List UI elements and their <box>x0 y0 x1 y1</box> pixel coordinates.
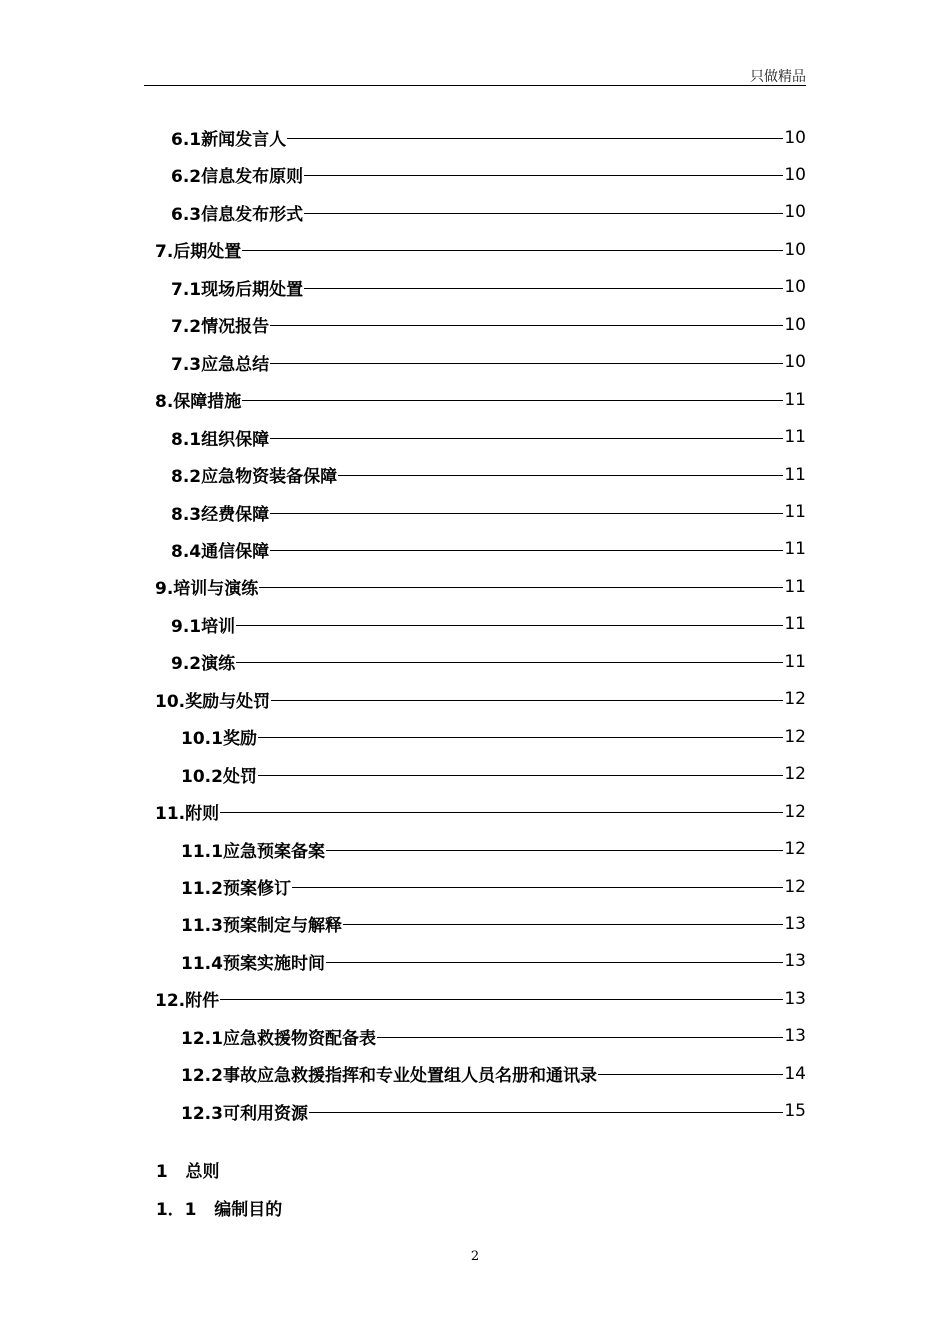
toc-entry-page: 11 <box>784 651 806 672</box>
toc-entry[interactable] <box>155 381 806 418</box>
toc-entry-label: 6.1新闻发言人 <box>171 130 287 150</box>
toc-entry-label: 8.3经费保障 <box>171 504 270 525</box>
toc-leader-line <box>242 250 783 251</box>
toc-leader-line <box>236 625 783 626</box>
toc-entry-label: 11.4预案实施时间 <box>181 953 325 974</box>
toc-entry-page: 11 <box>784 389 806 410</box>
toc-entry-page: 10 <box>784 314 806 335</box>
subsection-number: 1．1 <box>155 1200 197 1220</box>
toc-entry-label: 7.3应急总结 <box>171 354 270 375</box>
header-text: 只做精品 <box>750 69 806 85</box>
toc-entry-page: 12 <box>784 839 806 860</box>
toc-leader-line <box>236 662 783 663</box>
toc-entry-page: 10 <box>784 239 806 260</box>
toc-leader-line <box>258 737 783 738</box>
toc-entry[interactable] <box>181 868 806 905</box>
toc-entry-label: 6.3信息发布形式 <box>171 204 304 225</box>
toc-entry-page: 10 <box>784 127 806 148</box>
toc-entry[interactable] <box>181 718 806 755</box>
toc-entry[interactable] <box>181 831 806 868</box>
toc-leader-line <box>309 1112 783 1113</box>
toc-entry-page: 11 <box>784 576 806 597</box>
toc-leader-line <box>220 999 783 1000</box>
toc-entry-page: 13 <box>784 1026 806 1047</box>
toc-entry[interactable] <box>171 494 806 531</box>
toc-entry-page: 12 <box>784 726 806 747</box>
section-title: 总则 <box>185 1162 220 1182</box>
toc-entry-page: 13 <box>784 951 806 972</box>
toc-entry[interactable] <box>155 793 806 830</box>
toc-entry[interactable] <box>155 568 806 605</box>
toc-entry-page: 10 <box>784 202 806 223</box>
toc-entry[interactable] <box>155 980 806 1017</box>
toc-leader-line <box>270 325 783 326</box>
toc-entry[interactable] <box>171 344 806 381</box>
toc-entry-label: 8.4通信保障 <box>171 541 270 562</box>
toc-leader-line <box>326 850 783 851</box>
toc-leader-line <box>287 138 783 139</box>
toc-entry-page: 11 <box>784 427 806 448</box>
toc-entry[interactable] <box>171 419 806 456</box>
toc-entry[interactable] <box>171 456 806 493</box>
toc-entry[interactable] <box>181 1018 806 1055</box>
toc-entry-label: 10.2处罚 <box>181 766 257 787</box>
toc-leader-line <box>598 1074 783 1075</box>
section-number: 1 <box>155 1162 168 1182</box>
toc-entry-label: 11.2预案修订 <box>181 879 291 899</box>
toc-entry-label: 8.2应急物资装备保障 <box>171 467 338 488</box>
toc-leader-line <box>343 924 783 925</box>
toc-leader-line <box>377 1037 783 1038</box>
toc-entry[interactable] <box>171 269 806 306</box>
toc-entry[interactable] <box>171 156 806 193</box>
toc-entry-label: 9.培训与演练 <box>155 579 259 600</box>
toc-entry[interactable] <box>171 643 806 680</box>
toc-entry[interactable] <box>171 531 806 568</box>
toc-leader-line <box>304 175 783 176</box>
toc-leader-line <box>270 363 783 364</box>
toc-leader-line <box>292 887 783 888</box>
page-number: 2 <box>470 1249 480 1264</box>
toc-entry-page: 12 <box>784 876 806 897</box>
toc-entry[interactable] <box>171 194 806 231</box>
toc-entry-label: 12.2事故应急救援指挥和专业处置组人员名册和通讯录 <box>181 1066 597 1087</box>
toc-leader-line <box>338 475 783 476</box>
toc-entry-label: 11.1应急预案备案 <box>181 841 325 862</box>
toc-entry-label: 7.1现场后期处置 <box>171 279 304 300</box>
toc-leader-line <box>271 700 783 701</box>
toc-entry-label: 9.1培训 <box>171 616 236 637</box>
toc-entry-page: 10 <box>784 164 806 185</box>
toc-entry-page: 10 <box>784 277 806 298</box>
toc-entry-label: 8.1组织保障 <box>171 429 270 450</box>
toc-entry-page: 11 <box>784 464 806 485</box>
toc-entry[interactable] <box>181 756 806 793</box>
toc-entry-page: 10 <box>784 352 806 373</box>
toc-entry[interactable] <box>181 943 806 980</box>
toc-entry-label: 11.附则 <box>155 804 220 825</box>
toc-entry-label: 6.2信息发布原则 <box>171 167 304 188</box>
toc-leader-line <box>270 513 783 514</box>
toc-entry-label: 8.保障措施 <box>155 392 242 413</box>
toc-entry-label: 12.附件 <box>155 991 220 1012</box>
toc-entry-label: 10.奖励与处罚 <box>155 691 271 712</box>
toc-entry[interactable] <box>155 681 806 718</box>
toc-entry-label: 7.后期处置 <box>155 242 242 263</box>
toc-entry-page: 15 <box>784 1101 806 1122</box>
toc-entry[interactable] <box>155 231 806 268</box>
toc-entry[interactable] <box>181 905 806 942</box>
subsection-heading <box>144 1175 282 1220</box>
toc-entry-page: 13 <box>784 913 806 934</box>
toc-entry-page: 11 <box>784 502 806 522</box>
toc-entry-label: 10.1奖励 <box>181 729 257 750</box>
toc-entry[interactable] <box>171 119 806 156</box>
toc-leader-line <box>258 775 783 776</box>
toc-entry-page: 13 <box>784 988 806 1009</box>
toc-entry-label: 11.3预案制定与解释 <box>181 916 342 937</box>
toc-leader-line <box>304 288 783 289</box>
toc-entry-page: 12 <box>784 764 806 785</box>
toc-entry-page: 12 <box>784 689 806 710</box>
toc-entry-page: 11 <box>784 614 806 635</box>
header-rule <box>144 85 806 86</box>
toc-entry[interactable] <box>181 1093 806 1130</box>
toc-entry-page: 12 <box>784 801 806 822</box>
toc-leader-line <box>270 438 783 439</box>
toc-leader-line <box>242 400 783 401</box>
toc-entry-label: 9.2演练 <box>171 654 236 675</box>
toc-entry[interactable] <box>171 306 806 343</box>
toc-leader-line <box>270 550 783 551</box>
toc-entry-label: 12.1应急救援物资配备表 <box>181 1028 376 1049</box>
toc-entry[interactable] <box>181 1055 806 1092</box>
subsection-title: 编制目的 <box>214 1200 283 1220</box>
toc-leader-line <box>220 812 783 813</box>
toc-leader-line <box>304 213 783 214</box>
toc-leader-line <box>326 962 783 963</box>
toc-leader-line <box>259 587 783 588</box>
toc-entry-page: 11 <box>784 539 806 560</box>
toc-entry[interactable] <box>171 606 806 643</box>
toc-entry-label: 7.2情况报告 <box>171 317 270 338</box>
toc-entry-page: 14 <box>784 1063 806 1084</box>
toc-entry-label: 12.3可利用资源 <box>181 1103 308 1124</box>
